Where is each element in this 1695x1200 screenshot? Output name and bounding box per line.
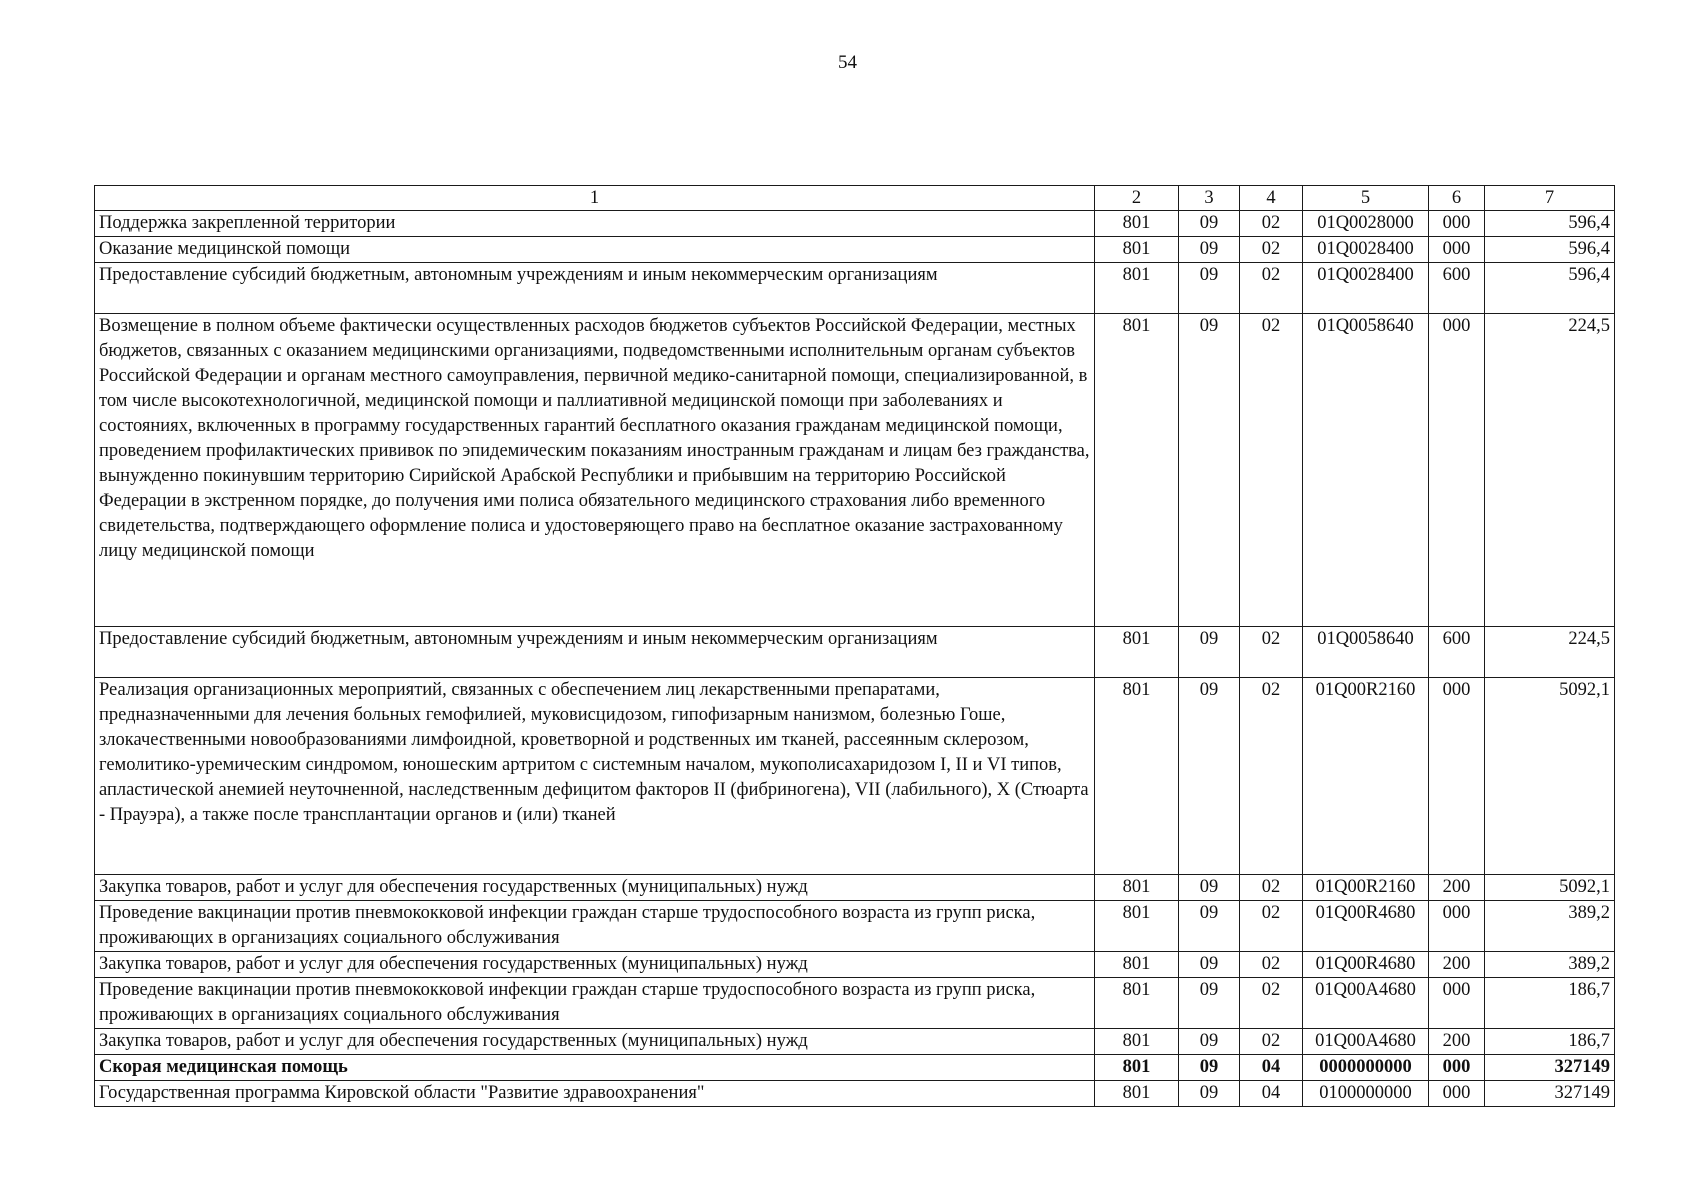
row-subsection-code: 02	[1240, 314, 1303, 627]
table-row	[95, 952, 1615, 978]
row-name: Закупка товаров, работ и услуг для обеспечения государственных (муниципальных) нужд	[95, 952, 1095, 978]
row-amount: 596,4	[1485, 263, 1615, 314]
table-row	[95, 211, 1615, 237]
table-row	[95, 678, 1615, 875]
table-row	[95, 875, 1615, 901]
row-name: Возмещение в полном объеме фактически осуществленных расходов бюджетов субъектов Российской Федерации, местных бюджетов, связанных с оказанием медицинскими организациями, подведомственными исполнительным органам субъектов Российской Федерации и органам местного самоуправления, первичной медико-санитарной помощи, специализированной, в том числе высокотехнологичной, медицинской помощи и паллиативной медицинской помощи при заболеваниях и состояниях, включенных в программу государственных гарантий бесплатного оказания гражданам медицинской помощи, проведением профилактических прививок по эпидемическим показаниям иностранным гражданам и лицам без гражданства, вынужденно покинувшим территорию Сирийской Арабской Республики и прибывшим на территорию Российской Федерации в экстренном порядке, до получения ими полиса обязательного медицинского страхования либо временного свидетельства, подтверждающего оформление полиса и удостоверяющего право на бесплатное оказание застрахованному лицу медицинской помощи	[95, 314, 1095, 627]
table-row	[95, 978, 1615, 1029]
row-subsection-code: 04	[1240, 1081, 1303, 1107]
row-expense-type: 600	[1429, 263, 1485, 314]
row-target-code: 0100000000	[1303, 1081, 1429, 1107]
row-amount: 327149	[1485, 1055, 1615, 1081]
row-amount: 596,4	[1485, 211, 1615, 237]
row-expense-type: 000	[1429, 1081, 1485, 1107]
row-amount: 186,7	[1485, 978, 1615, 1029]
table-row	[95, 237, 1615, 263]
row-expense-type: 000	[1429, 237, 1485, 263]
page-number: 54	[838, 52, 857, 73]
row-name: Реализация организационных мероприятий, связанных с обеспечением лиц лекарственными препаратами, предназначенными для лечения больных гемофилией, муковисцидозом, гипофизарным нанизмом, болезнью Гоше, злокачественными новообразованиями лимфоидной, кроветворной и родственных им тканей, рассеянным склерозом, гемолитико-уремическим синдромом, юношеским артритом с системным началом, мукополисахаридозом I, II и VI типов, апластической анемией неуточненной, наследственным дефицитом факторов II (фибриногена), VII (лабильного), X (Стюарта - Прауэра), а также после трансплантации органов и (или) тканей	[95, 678, 1095, 875]
header-cell: 5	[1303, 186, 1429, 211]
row-ministry-code: 801	[1095, 237, 1179, 263]
row-expense-type: 000	[1429, 211, 1485, 237]
row-expense-type: 200	[1429, 952, 1485, 978]
table-row	[95, 627, 1615, 678]
row-section-code: 09	[1179, 263, 1240, 314]
header-cell: 2	[1095, 186, 1179, 211]
table-row	[95, 263, 1615, 314]
row-section-code: 09	[1179, 952, 1240, 978]
row-amount: 5092,1	[1485, 678, 1615, 875]
row-subsection-code: 02	[1240, 1029, 1303, 1055]
row-expense-type: 000	[1429, 314, 1485, 627]
row-subsection-code: 02	[1240, 627, 1303, 678]
row-section-code: 09	[1179, 1081, 1240, 1107]
row-target-code: 01Q0028000	[1303, 211, 1429, 237]
table-row	[95, 1029, 1615, 1055]
row-ministry-code: 801	[1095, 314, 1179, 627]
row-target-code: 01Q00R4680	[1303, 901, 1429, 952]
row-name: Поддержка закрепленной территории	[95, 211, 1095, 237]
row-expense-type: 200	[1429, 1029, 1485, 1055]
row-ministry-code: 801	[1095, 978, 1179, 1029]
row-expense-type: 000	[1429, 978, 1485, 1029]
row-expense-type: 000	[1429, 678, 1485, 875]
header-cell: 3	[1179, 186, 1240, 211]
row-section-code: 09	[1179, 314, 1240, 627]
row-subsection-code: 04	[1240, 1055, 1303, 1081]
row-section-code: 09	[1179, 627, 1240, 678]
row-name: Скорая медицинская помощь	[95, 1055, 1095, 1081]
row-amount: 327149	[1485, 1081, 1615, 1107]
row-section-code: 09	[1179, 875, 1240, 901]
row-name: Оказание медицинской помощи	[95, 237, 1095, 263]
row-section-code: 09	[1179, 1055, 1240, 1081]
row-target-code: 01Q0058640	[1303, 627, 1429, 678]
row-ministry-code: 801	[1095, 263, 1179, 314]
row-name: Государственная программа Кировской области "Развитие здравоохранения"	[95, 1081, 1095, 1107]
row-expense-type: 000	[1429, 901, 1485, 952]
header-cell: 6	[1429, 186, 1485, 211]
row-target-code: 01Q00A4680	[1303, 1029, 1429, 1055]
row-target-code: 0000000000	[1303, 1055, 1429, 1081]
row-name: Закупка товаров, работ и услуг для обеспечения государственных (муниципальных) нужд	[95, 1029, 1095, 1055]
row-ministry-code: 801	[1095, 627, 1179, 678]
row-subsection-code: 02	[1240, 678, 1303, 875]
row-section-code: 09	[1179, 237, 1240, 263]
row-name: Предоставление субсидий бюджетным, автономным учреждениям и иным некоммерческим организациям	[95, 627, 1095, 678]
row-amount: 186,7	[1485, 1029, 1615, 1055]
row-name: Предоставление субсидий бюджетным, автономным учреждениям и иным некоммерческим организациям	[95, 263, 1095, 314]
row-subsection-code: 02	[1240, 237, 1303, 263]
row-name: Проведение вакцинации против пневмококковой инфекции граждан старше трудоспособного возраста из групп риска, проживающих в организациях социального обслуживания	[95, 978, 1095, 1029]
row-ministry-code: 801	[1095, 678, 1179, 875]
row-amount: 389,2	[1485, 952, 1615, 978]
row-expense-type: 000	[1429, 1055, 1485, 1081]
row-subsection-code: 02	[1240, 901, 1303, 952]
budget-table	[94, 185, 1615, 1107]
row-target-code: 01Q00A4680	[1303, 978, 1429, 1029]
row-target-code: 01Q00R2160	[1303, 678, 1429, 875]
row-subsection-code: 02	[1240, 263, 1303, 314]
row-section-code: 09	[1179, 901, 1240, 952]
table-row	[95, 901, 1615, 952]
row-name: Закупка товаров, работ и услуг для обеспечения государственных (муниципальных) нужд	[95, 875, 1095, 901]
row-ministry-code: 801	[1095, 1081, 1179, 1107]
row-amount: 596,4	[1485, 237, 1615, 263]
table-row-section-total	[95, 1055, 1615, 1081]
row-section-code: 09	[1179, 978, 1240, 1029]
row-target-code: 01Q0028400	[1303, 237, 1429, 263]
row-target-code: 01Q0058640	[1303, 314, 1429, 627]
table-row	[95, 314, 1615, 627]
table-row	[95, 1081, 1615, 1107]
row-subsection-code: 02	[1240, 952, 1303, 978]
row-amount: 5092,1	[1485, 875, 1615, 901]
row-name: Проведение вакцинации против пневмококковой инфекции граждан старше трудоспособного возраста из групп риска, проживающих в организациях социального обслуживания	[95, 901, 1095, 952]
row-subsection-code: 02	[1240, 211, 1303, 237]
row-ministry-code: 801	[1095, 875, 1179, 901]
header-cell: 4	[1240, 186, 1303, 211]
row-subsection-code: 02	[1240, 875, 1303, 901]
row-section-code: 09	[1179, 211, 1240, 237]
header-cell: 7	[1485, 186, 1615, 211]
row-section-code: 09	[1179, 678, 1240, 875]
row-ministry-code: 801	[1095, 1029, 1179, 1055]
row-target-code: 01Q00R4680	[1303, 952, 1429, 978]
row-expense-type: 600	[1429, 627, 1485, 678]
row-ministry-code: 801	[1095, 1055, 1179, 1081]
row-subsection-code: 02	[1240, 978, 1303, 1029]
row-target-code: 01Q0028400	[1303, 263, 1429, 314]
header-row	[95, 186, 1615, 211]
row-amount: 224,5	[1485, 314, 1615, 627]
row-amount: 389,2	[1485, 901, 1615, 952]
row-section-code: 09	[1179, 1029, 1240, 1055]
row-ministry-code: 801	[1095, 211, 1179, 237]
row-ministry-code: 801	[1095, 952, 1179, 978]
row-target-code: 01Q00R2160	[1303, 875, 1429, 901]
row-amount: 224,5	[1485, 627, 1615, 678]
row-ministry-code: 801	[1095, 901, 1179, 952]
row-expense-type: 200	[1429, 875, 1485, 901]
header-cell: 1	[95, 186, 1095, 211]
